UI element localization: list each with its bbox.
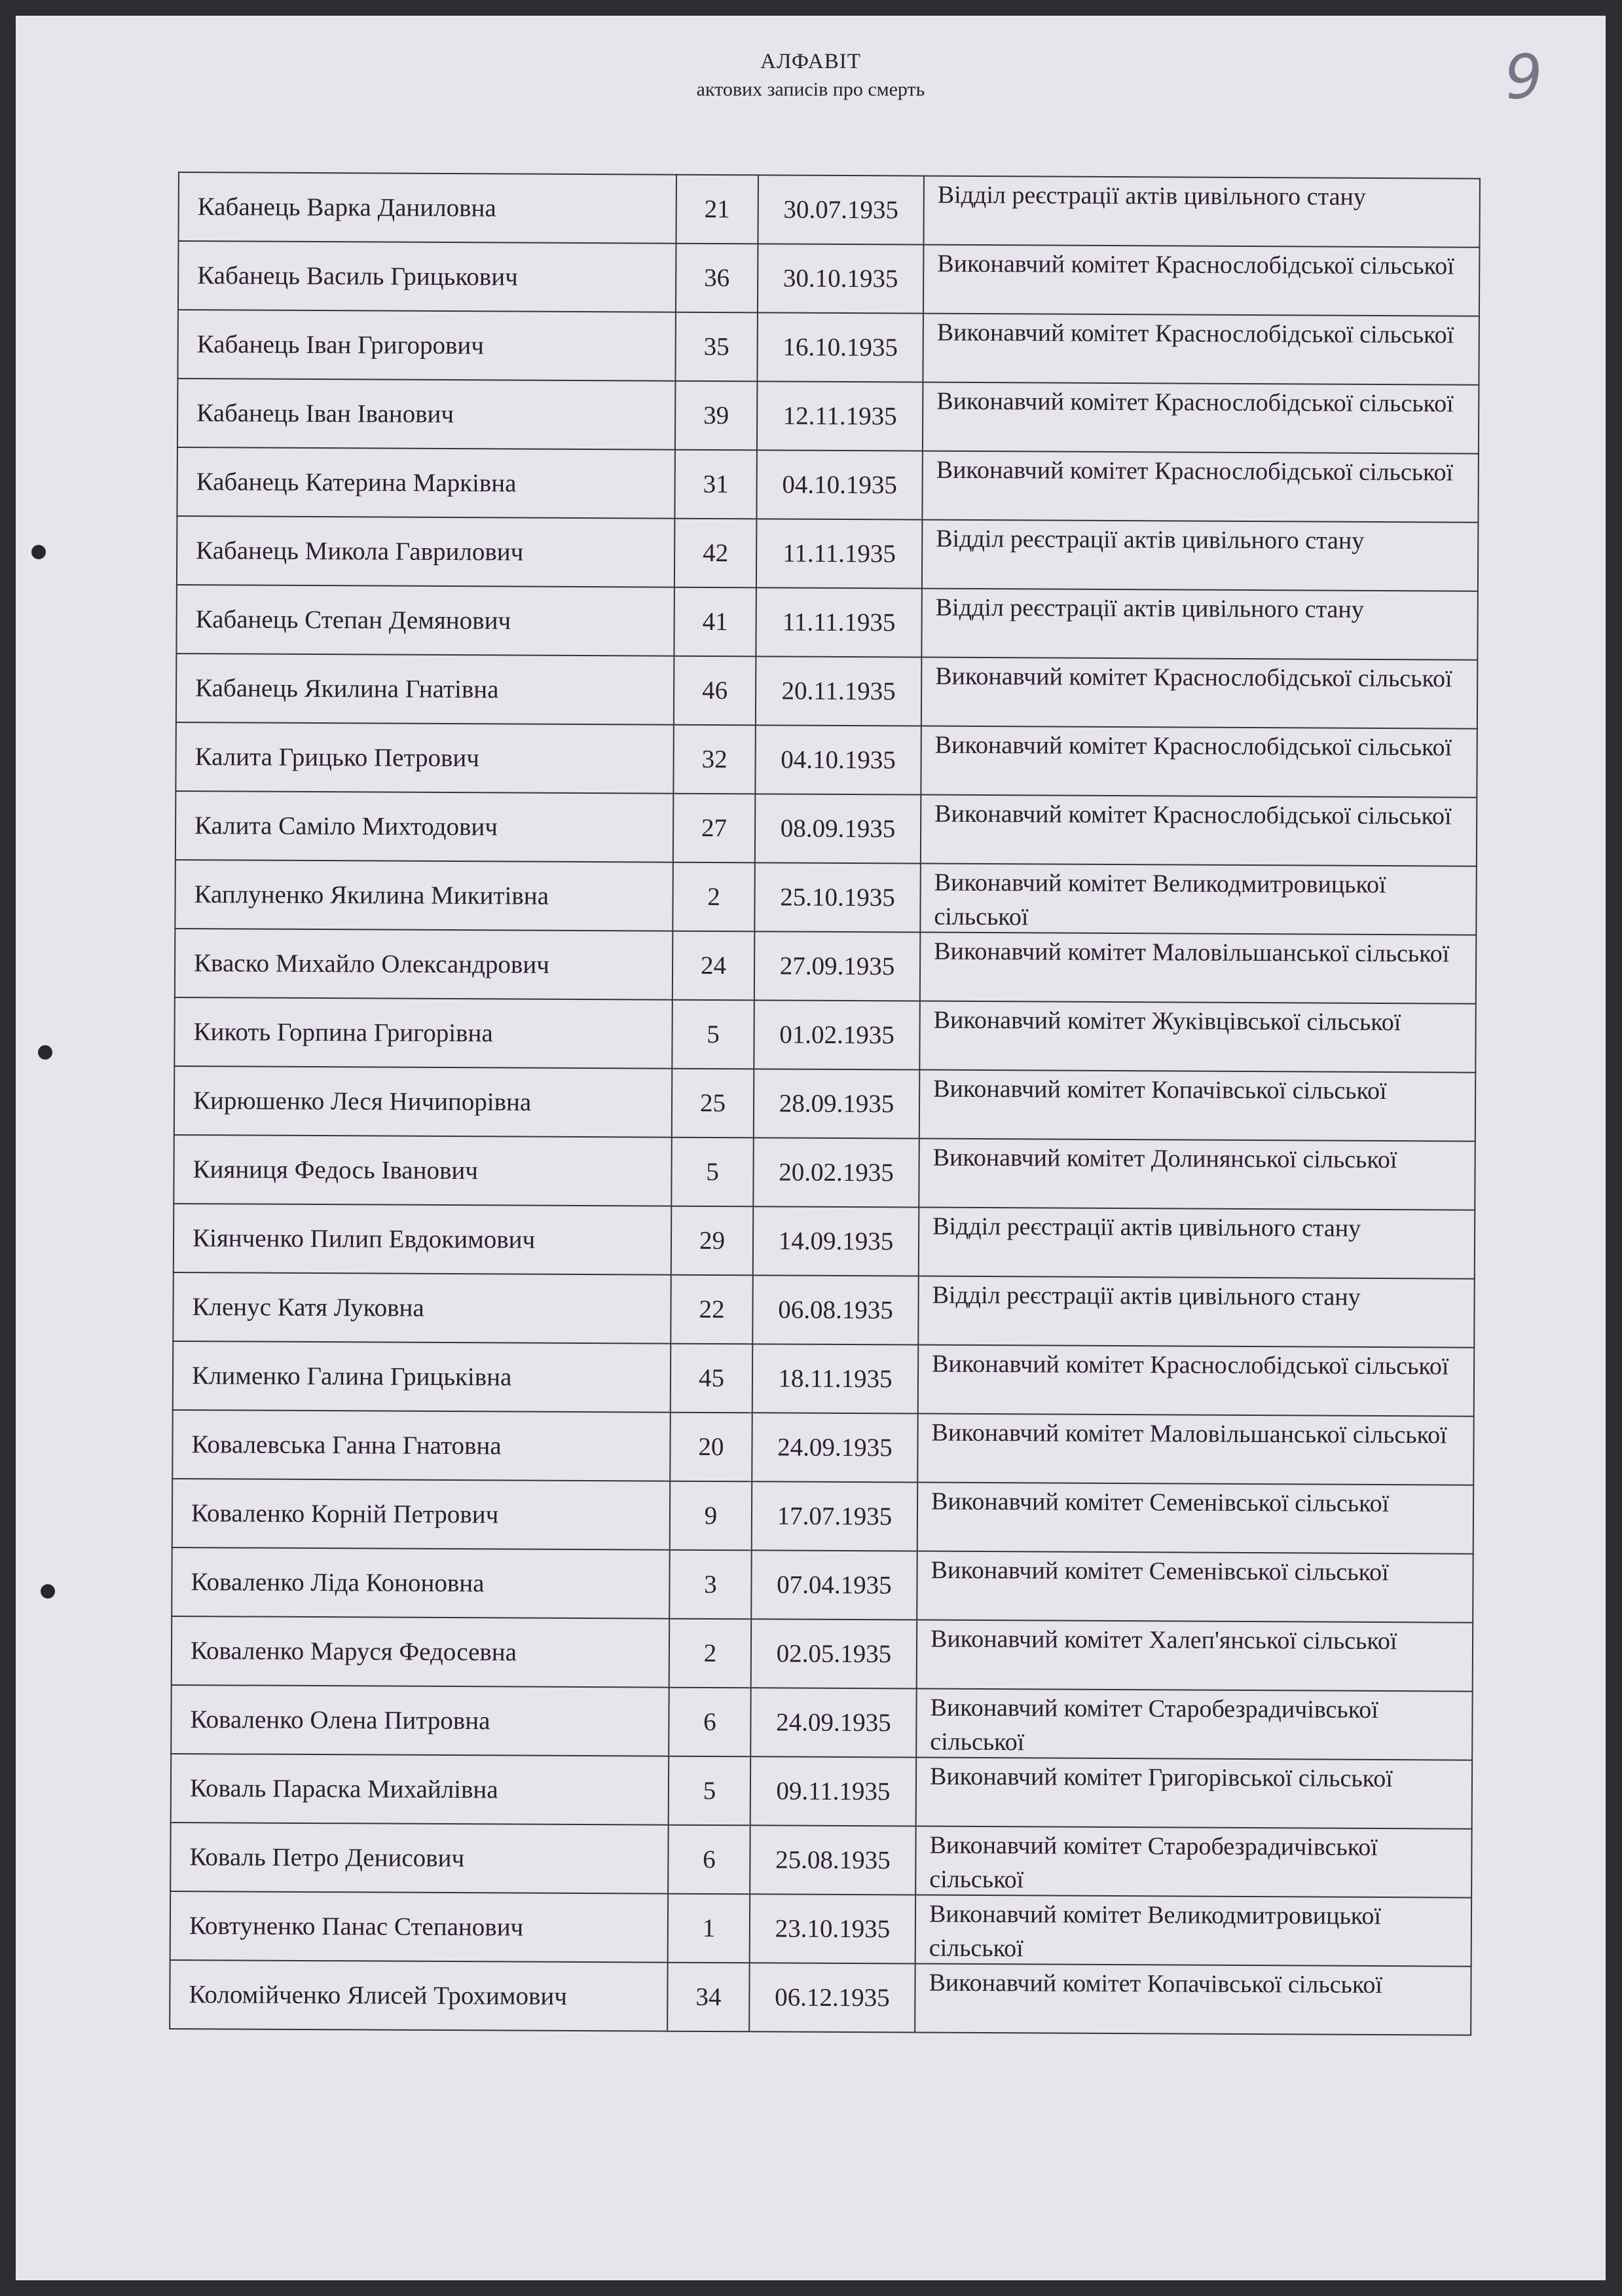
death-date-cell: 06.12.1935 bbox=[749, 1963, 915, 2032]
registry-office-cell bbox=[915, 1895, 1472, 1967]
record-number-cell: 32 bbox=[673, 725, 756, 794]
registry-office-text: Виконавчий комітет Краснослобідської сільської bbox=[937, 250, 1454, 280]
registry-office-text: Відділ реєстрації актів цивільного стану bbox=[932, 1281, 1361, 1311]
deceased-name-cell: Каплуненко Якилина Микитівна bbox=[175, 860, 673, 931]
table-row bbox=[177, 447, 1478, 523]
registry-office-cell bbox=[915, 1826, 1472, 1898]
death-date-cell: 17.07.1935 bbox=[752, 1481, 918, 1551]
registry-office-cell bbox=[921, 589, 1478, 660]
death-date-cell: 27.09.1935 bbox=[754, 931, 921, 1001]
registry-office-text: Виконавчий комітет Краснослобідської сільської bbox=[934, 731, 1452, 762]
registry-office-text: Виконавчий комітет Краснослобідської сільської bbox=[932, 1350, 1449, 1380]
table-row bbox=[173, 1341, 1474, 1416]
table-row bbox=[172, 1547, 1473, 1623]
registry-office-text: Відділ реєстрації актів цивільного стану bbox=[932, 1212, 1361, 1242]
document-subtitle: актових записів про смерть bbox=[696, 79, 925, 100]
record-number-cell: 2 bbox=[673, 862, 755, 932]
death-date-cell: 01.02.1935 bbox=[754, 1000, 920, 1069]
deceased-name-cell: Кабанець Іван Іванович bbox=[177, 379, 676, 450]
record-number-cell: 46 bbox=[674, 656, 756, 726]
table-row bbox=[177, 310, 1479, 385]
document-page bbox=[16, 16, 1606, 2280]
death-date-cell: 14.09.1935 bbox=[753, 1206, 919, 1276]
registry-office-cell bbox=[915, 1964, 1471, 2035]
death-date-cell: 25.10.1935 bbox=[754, 862, 921, 932]
deceased-name-cell: Ковалевська Ганна Гнатовна bbox=[172, 1410, 671, 1481]
registry-office-cell bbox=[917, 1551, 1473, 1623]
record-number-cell: 31 bbox=[674, 450, 757, 519]
registry-office-text: Виконавчий комітет Долинянської сільської bbox=[932, 1143, 1397, 1174]
record-number-cell: 20 bbox=[670, 1413, 752, 1482]
record-number-cell: 2 bbox=[669, 1619, 752, 1688]
death-date-cell: 06.08.1935 bbox=[752, 1275, 919, 1344]
death-date-cell: 04.10.1935 bbox=[755, 725, 921, 794]
record-number-cell: 45 bbox=[671, 1344, 753, 1413]
table-row bbox=[174, 1204, 1475, 1279]
record-number-cell: 6 bbox=[668, 1825, 750, 1895]
death-date-cell: 30.10.1935 bbox=[758, 244, 924, 313]
table-row bbox=[178, 241, 1479, 316]
deceased-name-cell: Кабанець Іван Григорович bbox=[177, 310, 676, 381]
record-number-cell: 34 bbox=[667, 1963, 750, 2032]
registry-office-text: Відділ реєстрації актів цивільного стану bbox=[936, 525, 1365, 555]
table-row bbox=[170, 1891, 1471, 1967]
death-date-cell: 09.11.1935 bbox=[750, 1756, 917, 1826]
deceased-name-cell: Кабанець Варка Даниловна bbox=[178, 172, 676, 244]
table-row bbox=[175, 722, 1477, 798]
death-date-cell: 11.11.1935 bbox=[756, 587, 922, 657]
record-number-cell: 41 bbox=[674, 587, 756, 657]
table-row bbox=[173, 1272, 1474, 1348]
deceased-name-cell: Кіянченко Пилип Евдокимович bbox=[174, 1204, 672, 1275]
table-row bbox=[172, 1479, 1473, 1554]
registry-office-cell bbox=[922, 520, 1479, 591]
deceased-name-cell: Коваль Параска Михайлівна bbox=[171, 1754, 669, 1825]
record-number-cell: 5 bbox=[669, 1756, 751, 1826]
registry-office-cell bbox=[921, 795, 1477, 866]
table-row bbox=[170, 1823, 1471, 1898]
deceased-name-cell: Кленус Катя Луковна bbox=[173, 1272, 671, 1344]
table-row bbox=[176, 654, 1477, 729]
record-number-cell: 3 bbox=[669, 1550, 752, 1620]
registry-office-text: Виконавчий комітет Жуківцівської сільської bbox=[933, 1006, 1401, 1037]
registry-office-cell bbox=[916, 1689, 1473, 1760]
deceased-name-cell: Коваль Петро Денисович bbox=[170, 1823, 669, 1894]
registry-office-cell bbox=[919, 1139, 1475, 1210]
page-number: 9 bbox=[1502, 41, 1545, 113]
death-date-cell: 18.11.1935 bbox=[752, 1344, 919, 1413]
registry-office-text: Виконавчий комітет Маловільшанської сільської bbox=[931, 1418, 1447, 1449]
table-row bbox=[174, 1135, 1475, 1210]
registry-office-text: Виконавчий комітет Старобезрадичівської сільської bbox=[929, 1831, 1378, 1894]
death-date-cell: 08.09.1935 bbox=[755, 794, 921, 863]
deceased-name-cell: Коваленко Корній Петрович bbox=[172, 1479, 671, 1550]
registry-office-cell bbox=[917, 1414, 1474, 1485]
registry-office-cell bbox=[917, 1483, 1474, 1554]
registry-office-cell bbox=[920, 933, 1477, 1004]
registry-office-text: Виконавчий комітет Копачівської сільської bbox=[929, 1969, 1383, 1999]
record-number-cell: 24 bbox=[673, 931, 755, 1001]
deceased-name-cell: Кабанець Катерина Марківна bbox=[177, 447, 675, 519]
table-row bbox=[177, 379, 1479, 454]
table-row bbox=[171, 1685, 1472, 1760]
registry-office-text: Виконавчий комітет Старобезрадичівської сільської bbox=[930, 1694, 1379, 1756]
registry-office-cell bbox=[920, 864, 1477, 935]
deceased-name-cell: Кабанець Якилина Гнатівна bbox=[176, 654, 674, 725]
binder-hole-mark bbox=[31, 545, 46, 559]
death-date-cell: 11.11.1935 bbox=[756, 519, 923, 588]
death-date-cell: 16.10.1935 bbox=[757, 312, 923, 382]
deceased-name-cell: Калита Грицько Петрович bbox=[175, 722, 674, 794]
death-date-cell: 20.02.1935 bbox=[753, 1138, 919, 1207]
deceased-name-cell: Клименко Галина Грицьківна bbox=[173, 1341, 671, 1413]
registry-office-cell bbox=[923, 176, 1480, 248]
death-date-cell: 07.04.1935 bbox=[751, 1550, 917, 1620]
registry-office-text: Виконавчий комітет Копачівської сільської bbox=[933, 1075, 1387, 1105]
record-number-cell: 36 bbox=[676, 244, 758, 313]
registry-office-cell bbox=[921, 657, 1478, 729]
registry-office-cell bbox=[923, 245, 1480, 316]
table-row bbox=[172, 1616, 1473, 1692]
death-date-cell: 23.10.1935 bbox=[750, 1894, 916, 1963]
registry-office-text: Виконавчий комітет Маловільшанської сільської bbox=[934, 937, 1450, 968]
registry-office-text: Виконавчий комітет Краснослобідської сільської bbox=[936, 387, 1454, 418]
record-number-cell: 39 bbox=[675, 381, 758, 451]
deceased-name-cell: Коваленко Олена Питровна bbox=[171, 1685, 669, 1756]
death-date-cell: 30.07.1935 bbox=[758, 175, 924, 244]
table-row bbox=[175, 860, 1476, 935]
registry-office-cell bbox=[916, 1758, 1473, 1829]
registry-office-text: Виконавчий комітет Семенівської сільської bbox=[931, 1556, 1389, 1587]
deceased-name-cell: Коломійченко Ялисей Трохимович bbox=[170, 1960, 668, 2031]
registry-office-text: Виконавчий комітет Краснослобідської сільської bbox=[936, 318, 1454, 349]
registry-office-cell bbox=[919, 1208, 1475, 1279]
deceased-name-cell: Кабанець Степан Демянович bbox=[176, 585, 674, 656]
record-number-cell: 42 bbox=[674, 519, 757, 588]
record-number-cell: 27 bbox=[673, 794, 756, 863]
registry-office-cell bbox=[922, 451, 1479, 523]
registry-office-cell bbox=[919, 1070, 1476, 1141]
registry-office-text: Виконавчий комітет Краснослобідської сільської bbox=[936, 456, 1454, 487]
registry-office-text: Виконавчий комітет Халеп'янської сільської bbox=[930, 1625, 1397, 1656]
deceased-name-cell: Кияниця Федось Іванович bbox=[174, 1135, 672, 1206]
death-date-cell: 24.09.1935 bbox=[750, 1688, 917, 1757]
record-number-cell: 21 bbox=[676, 175, 758, 244]
table-row bbox=[175, 929, 1476, 1004]
record-number-cell: 22 bbox=[671, 1275, 753, 1344]
deceased-name-cell: Кабанець Микола Гаврилович bbox=[177, 516, 675, 587]
binder-hole-mark bbox=[41, 1584, 55, 1599]
table-row bbox=[172, 1410, 1473, 1485]
record-number-cell: 9 bbox=[670, 1481, 752, 1551]
registry-office-text: Виконавчий комітет Семенівської сільської bbox=[931, 1487, 1390, 1518]
registry-office-text: Виконавчий комітет Краснослобідської сільської bbox=[934, 800, 1452, 830]
table-row bbox=[170, 1960, 1471, 2035]
registry-office-text: Виконавчий комітет Григорівської сільської bbox=[929, 1762, 1393, 1793]
deceased-name-cell: Кваско Михайло Олександрович bbox=[175, 929, 673, 1000]
table-row bbox=[175, 791, 1477, 866]
registry-office-cell bbox=[917, 1620, 1473, 1692]
record-number-cell: 29 bbox=[671, 1206, 754, 1276]
death-records-table bbox=[169, 172, 1481, 2036]
table-row bbox=[176, 585, 1477, 660]
death-date-cell: 02.05.1935 bbox=[751, 1619, 917, 1688]
registry-office-cell bbox=[918, 1345, 1475, 1416]
deceased-name-cell: Калита Саміло Михтодович bbox=[175, 791, 674, 862]
records-table-body bbox=[170, 172, 1480, 2035]
record-number-cell: 6 bbox=[669, 1688, 751, 1757]
table-row bbox=[174, 1066, 1475, 1141]
document-title: АЛФАВІТ bbox=[760, 50, 861, 73]
table-row bbox=[171, 1754, 1472, 1829]
registry-office-cell bbox=[918, 1276, 1475, 1348]
record-number-cell: 35 bbox=[675, 312, 758, 382]
death-date-cell: 12.11.1935 bbox=[757, 381, 923, 451]
death-date-cell: 24.09.1935 bbox=[752, 1413, 918, 1482]
record-number-cell: 1 bbox=[668, 1894, 750, 1963]
death-date-cell: 25.08.1935 bbox=[750, 1825, 916, 1895]
table-row bbox=[174, 997, 1475, 1073]
deceased-name-cell: Кирюшенко Леся Ничипорівна bbox=[174, 1066, 673, 1138]
registry-office-cell bbox=[919, 1001, 1476, 1073]
deceased-name-cell: Ковтуненко Панас Степанович bbox=[170, 1891, 669, 1963]
deceased-name-cell: Кабанець Василь Грицькович bbox=[178, 241, 676, 312]
record-number-cell: 25 bbox=[672, 1069, 754, 1138]
deceased-name-cell: Кикоть Горпина Григорівна bbox=[174, 997, 673, 1069]
record-number-cell: 5 bbox=[672, 1000, 754, 1069]
registry-office-text: Виконавчий комітет Великодмитровицької сільської bbox=[929, 1900, 1382, 1963]
record-number-cell: 5 bbox=[671, 1138, 754, 1207]
deceased-name-cell: Коваленко Маруся Федосевна bbox=[172, 1616, 670, 1688]
table-row bbox=[177, 516, 1478, 591]
death-date-cell: 04.10.1935 bbox=[756, 450, 923, 519]
deceased-name-cell: Коваленко Ліда Кононовна bbox=[172, 1547, 670, 1619]
registry-office-text: Відділ реєстрації актів цивільного стану bbox=[937, 181, 1366, 211]
registry-office-text: Виконавчий комітет Великодмитровицької сільської bbox=[934, 868, 1386, 931]
binder-hole-mark bbox=[38, 1045, 52, 1060]
registry-office-cell bbox=[923, 382, 1479, 454]
death-date-cell: 20.11.1935 bbox=[756, 656, 922, 726]
death-date-cell: 28.09.1935 bbox=[754, 1069, 920, 1138]
registry-office-text: Виконавчий комітет Краснослобідської сільської bbox=[935, 662, 1452, 693]
registry-office-text: Відділ реєстрації актів цивільного стану bbox=[935, 593, 1364, 623]
registry-office-cell bbox=[923, 314, 1479, 385]
table-row bbox=[178, 172, 1479, 248]
registry-office-cell bbox=[921, 726, 1477, 798]
